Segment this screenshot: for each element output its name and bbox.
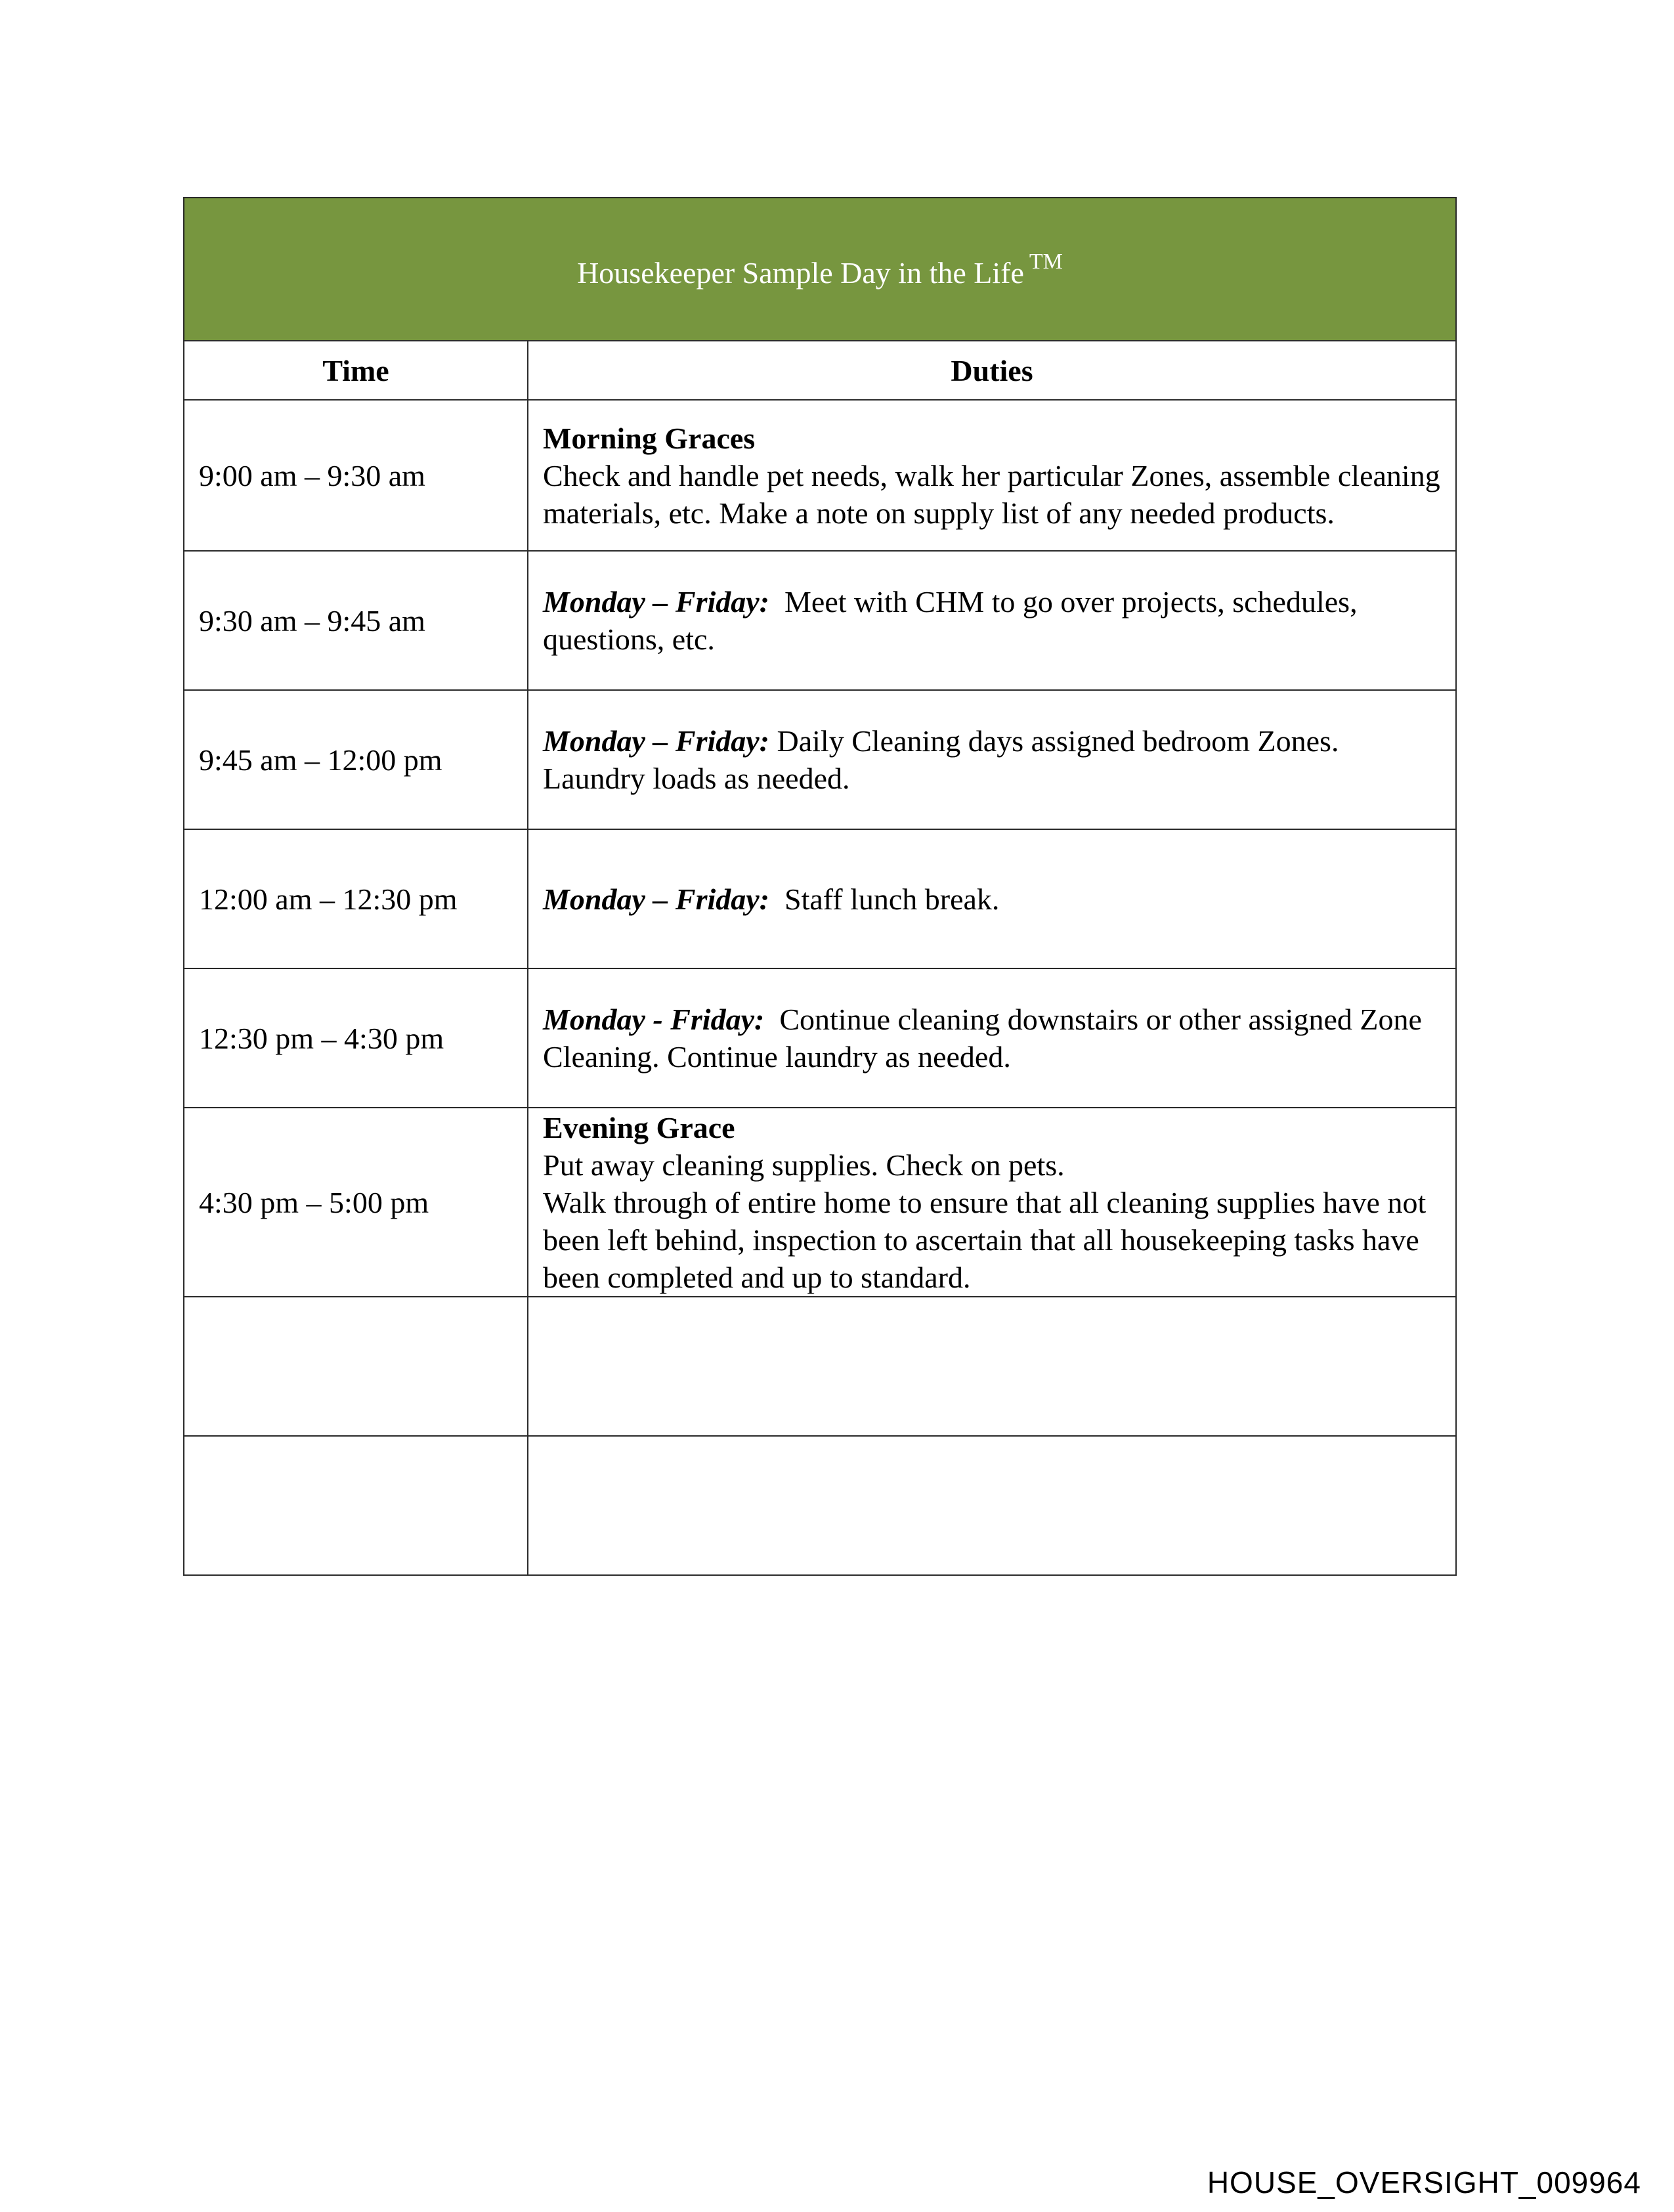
duty-text: Put away cleaning supplies. Check on pets. [543, 1148, 1065, 1182]
time-cell: 12:00 am – 12:30 pm [184, 829, 528, 968]
schedule-table [183, 197, 1457, 1576]
document-id: HOUSE_OVERSIGHT_009964 [1207, 2165, 1641, 2200]
duty-text: Staff lunch break. [784, 882, 1000, 916]
time-cell: 9:30 am – 9:45 am [184, 551, 528, 690]
table-row [184, 551, 1456, 690]
duty-text: Check and handle pet needs, walk her particular Zones, assemble cleaning materials, etc. Make a note on supply list of any needed products. [543, 458, 1440, 530]
table-row [184, 400, 1456, 551]
table-title [184, 198, 1456, 341]
duty-text: Meet with CHM to go over projects, schedules, questions, etc. [543, 585, 1358, 656]
time-cell: 9:00 am – 9:30 am [184, 400, 528, 551]
title-text: Housekeeper Sample Day in the Life [577, 256, 1024, 290]
duty-text: Daily Cleaning days assigned bedroom Zones. Laundry loads as needed. [543, 724, 1339, 795]
duty-cell [528, 551, 1456, 690]
table-row [184, 968, 1456, 1108]
title-row [184, 198, 1456, 341]
duty-cell [528, 690, 1456, 829]
column-header-duties: Duties [528, 341, 1456, 400]
table-row [184, 829, 1456, 968]
table-row [184, 690, 1456, 829]
empty-duty-cell [528, 1436, 1456, 1575]
table-row [184, 1108, 1456, 1297]
empty-table-row [184, 1297, 1456, 1436]
empty-table-row [184, 1436, 1456, 1575]
duty-heading: Evening Grace [543, 1110, 735, 1144]
empty-duty-cell [528, 1297, 1456, 1436]
duty-days: Monday – Friday: [543, 585, 769, 618]
duty-days: Monday – Friday: [543, 724, 769, 758]
duty-days: Monday - Friday: [543, 1003, 765, 1036]
time-cell: 12:30 pm – 4:30 pm [184, 968, 528, 1108]
trademark-mark: TM [1029, 249, 1063, 274]
duty-heading: Morning Graces [543, 421, 756, 455]
column-header-row [184, 341, 1456, 400]
duty-cell [528, 400, 1456, 551]
time-cell: 4:30 pm – 5:00 pm [184, 1108, 528, 1297]
column-header-time: Time [184, 341, 528, 400]
duty-cell [528, 968, 1456, 1108]
duty-cell [528, 1108, 1456, 1297]
duty-days: Monday – Friday: [543, 882, 769, 916]
duty-text: Walk through of entire home to ensure that all cleaning supplies have not been left behind, inspection to ascertain that all housekeeping tasks have been completed and up to standard. [543, 1185, 1427, 1294]
duty-text: Continue cleaning downstairs or other assigned Zone Cleaning. Continue laundry as needed. [543, 1003, 1422, 1073]
duty-cell [528, 829, 1456, 968]
time-cell: 9:45 am – 12:00 pm [184, 690, 528, 829]
empty-time-cell [184, 1436, 528, 1575]
empty-time-cell [184, 1297, 528, 1436]
